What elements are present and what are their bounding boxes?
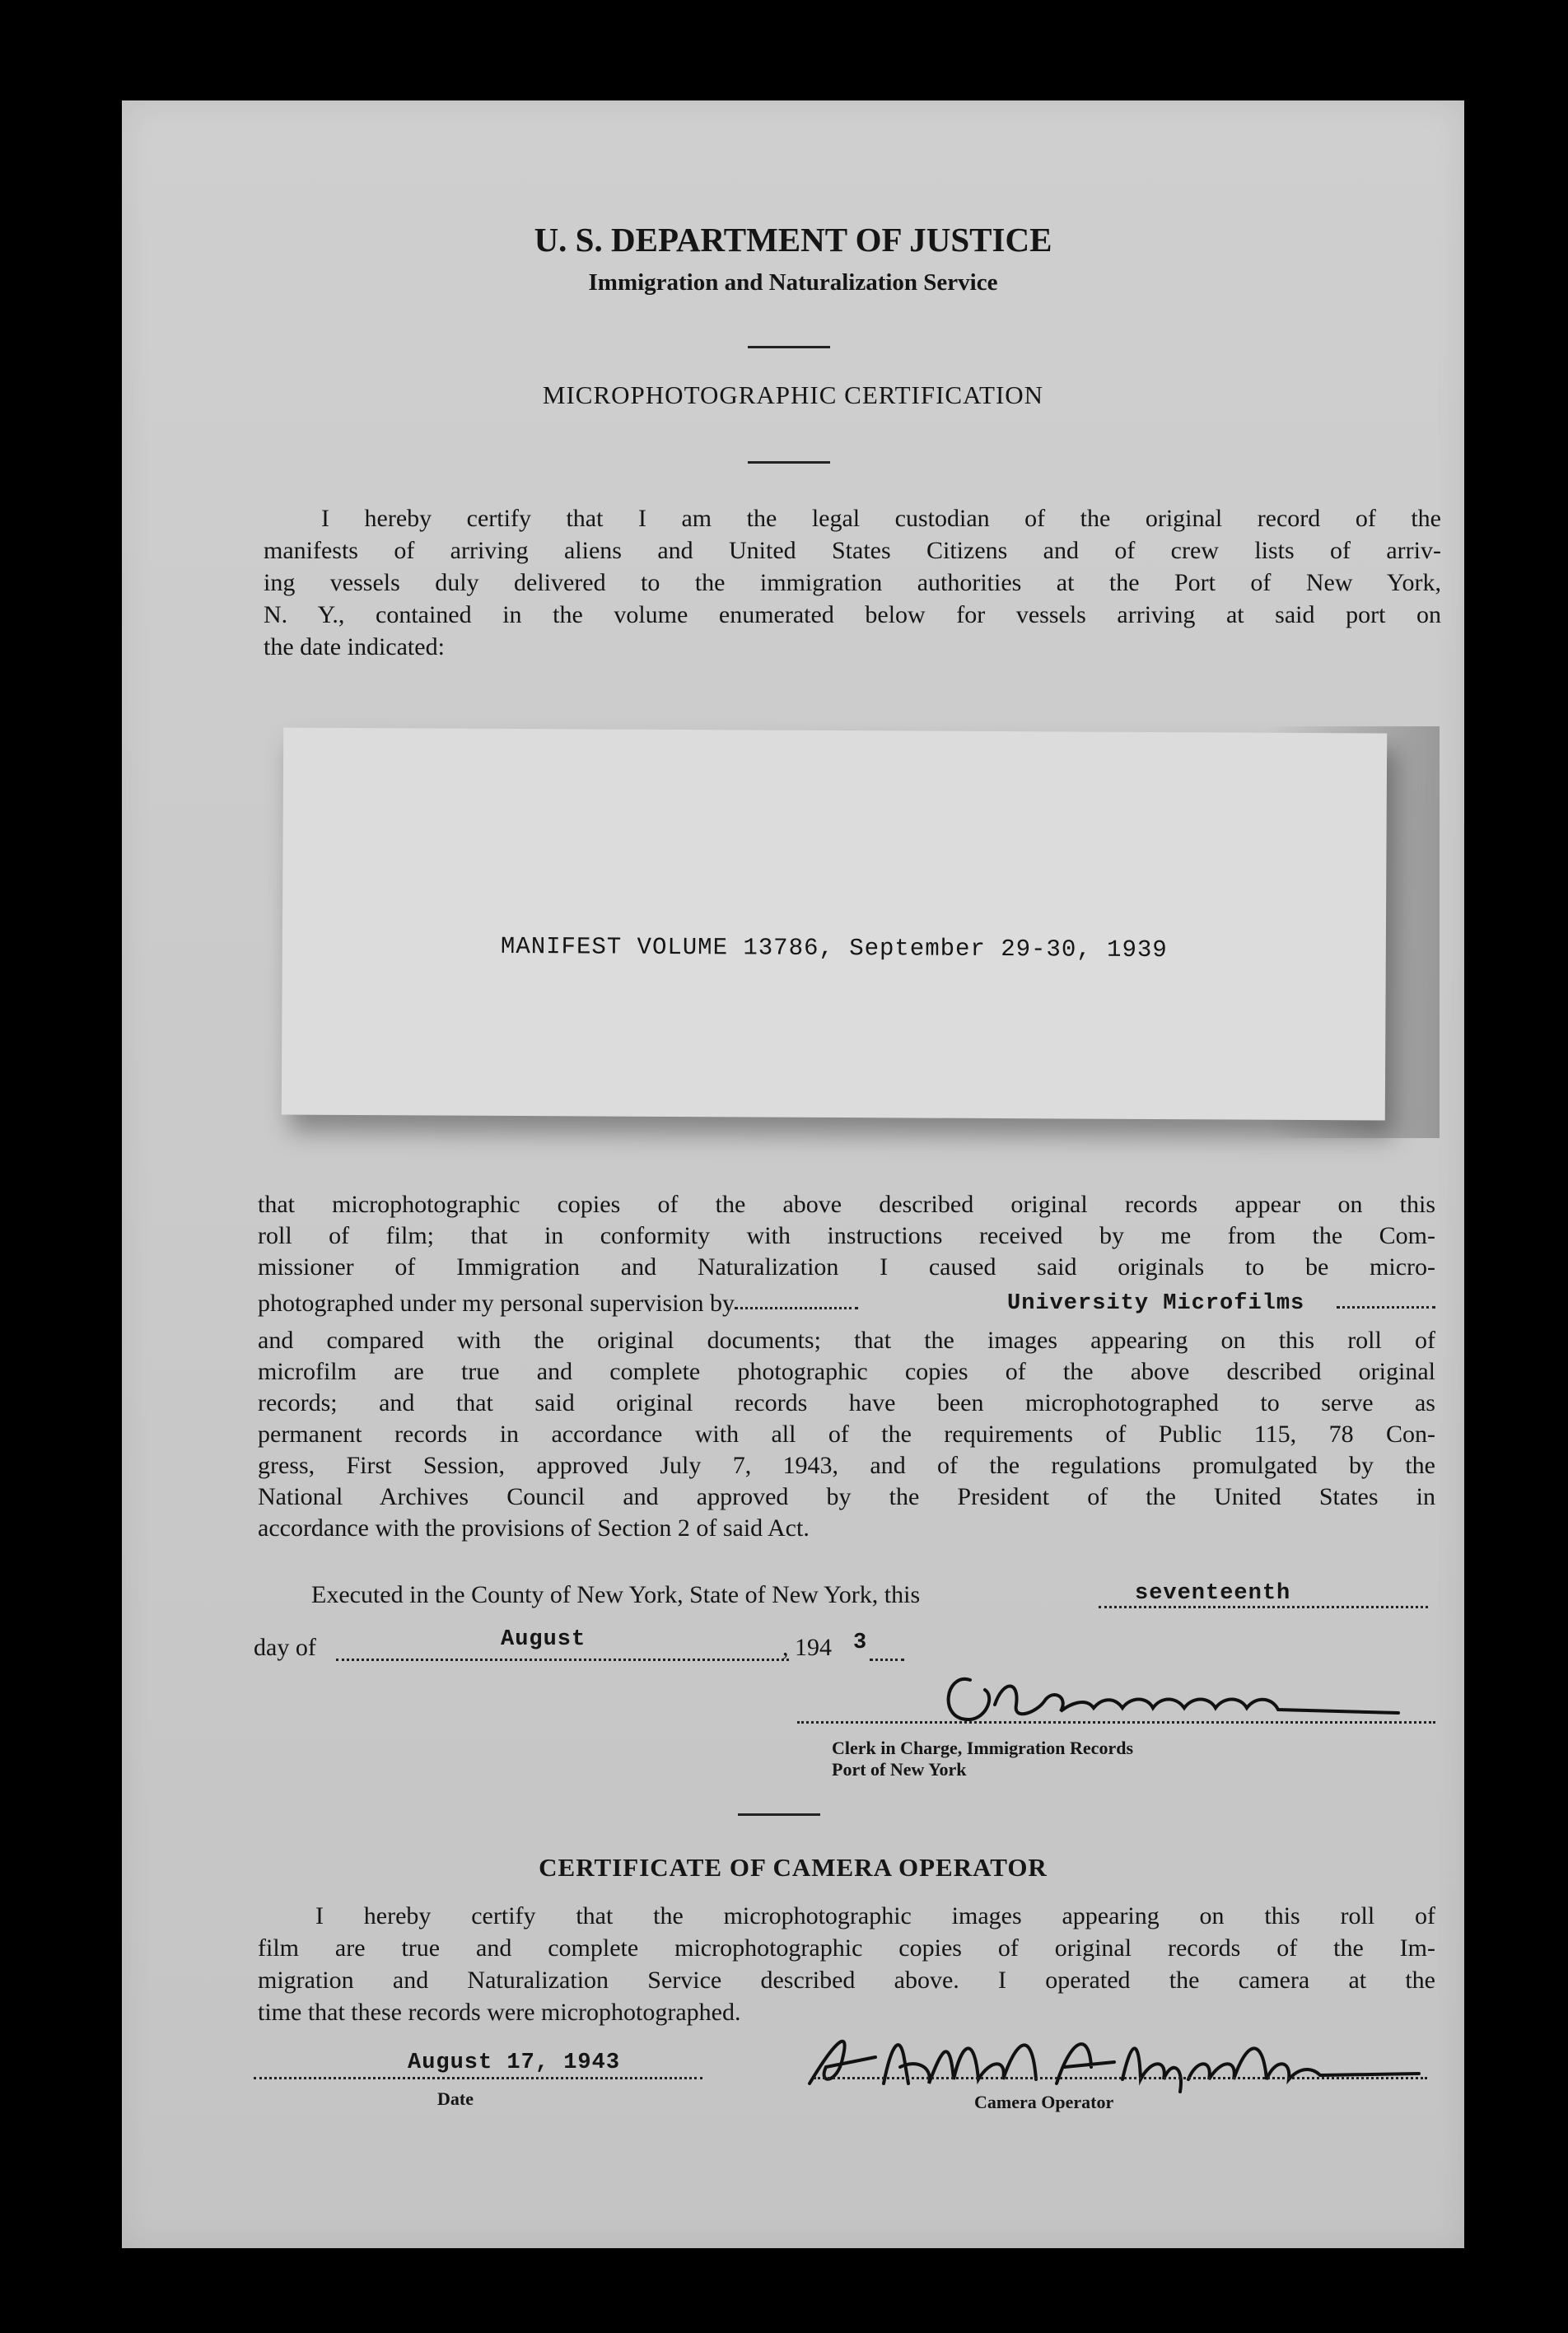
- body-line: records; and that said original records have been microphotographed to serve as: [258, 1389, 1435, 1416]
- fill-dots: [870, 1659, 904, 1661]
- clerk-signature: [937, 1636, 1431, 1746]
- operator-signature-text: Hallah Alexander: [785, 1999, 878, 2013]
- intro-line: ing vessels duly delivered to the immigration authorities at the Port of New York,: [264, 569, 1441, 596]
- clerk-port: Port of New York: [832, 1759, 967, 1780]
- operator-signature-line: [814, 2077, 1427, 2079]
- camera-line: time that these records were microphotographed.: [258, 1999, 741, 2026]
- certification-title: MICROPHOTOGRAPHIC CERTIFICATION: [542, 380, 1044, 409]
- intro-paragraph: [264, 502, 1441, 663]
- date-label: Date: [437, 2088, 474, 2109]
- camera-heading: CERTIFICATE OF CAMERA OPERATOR: [539, 1853, 1048, 1882]
- body-line: that microphotographic copies of the above described original records appear on this: [258, 1191, 1435, 1218]
- camera-line: film are true and complete microphotographic copies of original records of the Im-: [258, 1934, 1435, 1962]
- body-line: microfilm are true and complete photographic copies of the above described original: [258, 1358, 1435, 1385]
- executed-prefix: Executed in the County of New York, State of New York, this: [311, 1581, 921, 1608]
- executed-day-value: seventeenth: [1135, 1581, 1291, 1606]
- body-line: and compared with the original documents; that the images appearing on this roll of: [258, 1327, 1435, 1354]
- header-divider-bottom: [748, 461, 830, 464]
- department-heading: U. S. DEPARTMENT OF JUSTICE: [534, 221, 1052, 259]
- date-value: August 17, 1943: [408, 2051, 621, 2075]
- month-value: August: [501, 1627, 586, 1652]
- header-divider-top: [748, 346, 830, 348]
- photographed-by-value: University Microfilms: [1007, 1291, 1305, 1316]
- fill-dots-end: [1337, 1306, 1435, 1309]
- operator-signature: [785, 1999, 1427, 2100]
- year-digit: 3: [853, 1631, 868, 1655]
- body-line: accordance with the provisions of Section 2 of said Act.: [258, 1514, 810, 1542]
- fill-dots: [336, 1659, 789, 1661]
- date-line: [254, 2077, 702, 2079]
- body-line: roll of film; that in conformity with instructions received by me from the Com-: [258, 1222, 1435, 1249]
- body-line: missioner of Immigration and Naturalization I caused said originals to be micro-: [258, 1253, 1435, 1281]
- camera-line: I hereby certify that the microphotographic images appearing on this roll of: [315, 1902, 1435, 1929]
- certificate-sheet: [122, 100, 1464, 2248]
- day-of-label: day of: [254, 1634, 316, 1661]
- photographed-prefix: photographed under my personal supervision by: [258, 1290, 735, 1317]
- day-of-line: [254, 1627, 995, 1672]
- camera-line: migration and Naturalization Service described above. I operated the camera at the: [258, 1967, 1435, 1994]
- body-paragraph: [258, 1189, 1435, 1544]
- clerk-signature-line: [797, 1721, 1435, 1724]
- body-line: permanent records in accordance with all of the requirements of Public 115, 78 Con-: [258, 1421, 1435, 1448]
- intro-line: the date indicated:: [264, 633, 445, 660]
- section-divider: [738, 1813, 820, 1816]
- intro-line: manifests of arriving aliens and United States Citizens and of crew lists of arriv-: [264, 537, 1441, 564]
- manifest-volume-text: MANIFEST VOLUME 13786, September 29-30, 1939: [500, 932, 1168, 964]
- year-prefix: , 194: [782, 1634, 832, 1661]
- service-subheading: Immigration and Naturalization Service: [588, 269, 998, 296]
- manifest-slip: [282, 727, 1387, 1120]
- clerk-title: Clerk in Charge, Immigration Records: [832, 1738, 1134, 1758]
- executed-line: [311, 1581, 1431, 1617]
- fill-dots: [735, 1307, 858, 1309]
- intro-line: I hereby certify that I am the legal custodian of the original record of the: [321, 505, 1441, 532]
- body-line: gress, First Session, approved July 7, 1943, and of the regulations promulgated by the: [258, 1452, 1435, 1479]
- clerk-signature-text: Geo. Lucas: [937, 1636, 997, 1650]
- body-line: National Archives Council and approved by the President of the United States in: [258, 1483, 1435, 1510]
- fill-dots: [1099, 1606, 1428, 1608]
- intro-line: N. Y., contained in the volume enumerated below for vessels arriving at said port on: [264, 601, 1441, 628]
- operator-label: Camera Operator: [974, 2092, 1114, 2112]
- photographed-by-line: [258, 1288, 1435, 1325]
